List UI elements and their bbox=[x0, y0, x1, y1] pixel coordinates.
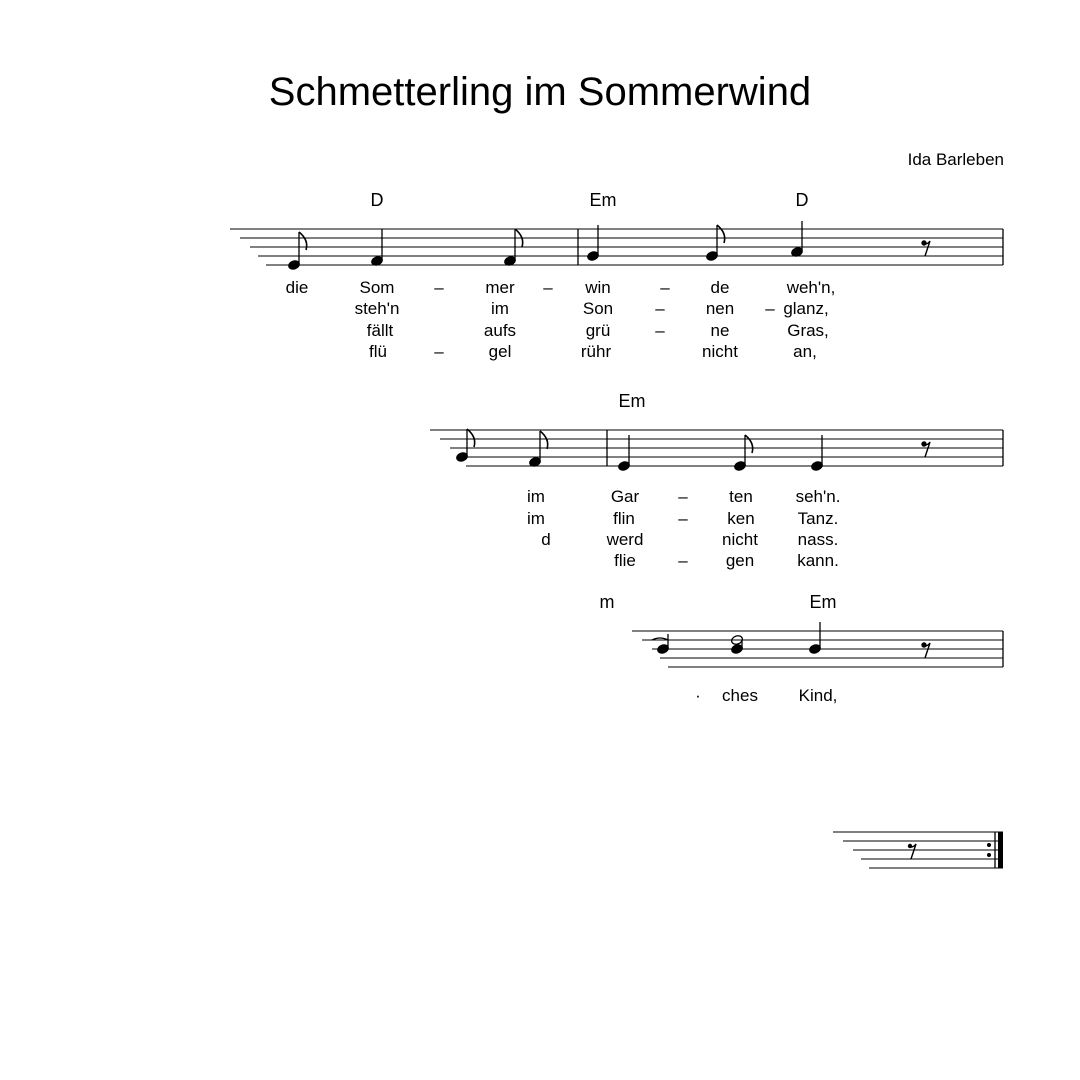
lyric-hyphen: – bbox=[434, 278, 444, 297]
eighth-rest bbox=[922, 442, 930, 457]
lyric-syllable: weh'n, bbox=[786, 278, 836, 297]
eighth-rest bbox=[922, 241, 930, 256]
staff-system-2 bbox=[430, 430, 1003, 466]
lyric-hyphen: – bbox=[655, 321, 665, 340]
lyric-syllable: die bbox=[285, 278, 309, 297]
lyric-syllable: Kind, bbox=[798, 686, 838, 705]
lyric-hyphen: – bbox=[655, 299, 665, 318]
lyric-hyphen: – bbox=[434, 342, 444, 361]
lyric-syllable: nass. bbox=[797, 530, 839, 549]
lyric-hyphen: – bbox=[678, 551, 688, 570]
notes-system-1 bbox=[287, 221, 930, 271]
staff-system-4 bbox=[833, 832, 1003, 868]
lyric-syllable: ten bbox=[729, 487, 753, 506]
lyric-syllable: rühr bbox=[580, 342, 612, 361]
lyric-syllable: de bbox=[710, 278, 730, 297]
lyric-syllable: win bbox=[585, 278, 611, 297]
lyric-syllable: im bbox=[527, 487, 545, 506]
lyric-syllable: werd bbox=[606, 530, 644, 549]
lyric-hyphen: – bbox=[678, 487, 688, 506]
lyric-syllable: flü bbox=[369, 342, 387, 361]
staff-system-1 bbox=[230, 229, 1003, 265]
chord-symbol: D bbox=[370, 190, 384, 210]
chord-symbol: Em bbox=[618, 391, 646, 411]
lyric-hyphen: – bbox=[543, 278, 553, 297]
lyric-syllable: im bbox=[491, 299, 509, 318]
lyric-syllable: flie bbox=[614, 551, 636, 570]
lyric-hyphen: – bbox=[765, 299, 775, 318]
lyric-syllable: nicht bbox=[702, 342, 738, 361]
lyric-syllable: steh'n bbox=[354, 299, 400, 318]
lyric-hyphen: – bbox=[660, 278, 670, 297]
lyric-syllable: ken bbox=[727, 509, 755, 528]
notes-system-2 bbox=[455, 429, 930, 472]
chord-symbol: m bbox=[599, 592, 615, 612]
lyric-syllable: d bbox=[541, 530, 551, 549]
composer-name: Ida Barleben bbox=[907, 150, 1004, 169]
eighth-rest bbox=[908, 844, 916, 859]
lyric-syllable: nicht bbox=[722, 530, 758, 549]
lyric-syllable: seh'n. bbox=[795, 487, 841, 506]
lyric-syllable: Son bbox=[582, 299, 614, 318]
lyric-syllable: Gar bbox=[610, 487, 640, 506]
chord-symbol: D bbox=[795, 190, 809, 210]
lyric-syllable: ches bbox=[722, 686, 758, 705]
lyric-syllable: im bbox=[527, 509, 545, 528]
lyric-syllable: an, bbox=[793, 342, 817, 361]
song-title: Schmetterling im Sommerwind bbox=[268, 70, 812, 114]
lyric-syllable: Gras, bbox=[787, 321, 829, 340]
lyric-syllable: flin bbox=[613, 509, 635, 528]
lyric-syllable: mer bbox=[485, 278, 515, 297]
chord-symbol: Em bbox=[589, 190, 617, 210]
lyric-syllable: aufs bbox=[483, 321, 517, 340]
lyric-syllable: kann. bbox=[797, 551, 839, 570]
lyric-syllable: grü bbox=[585, 321, 611, 340]
lyric-syllable: gen bbox=[725, 551, 755, 570]
lyric-syllable: ne bbox=[710, 321, 730, 340]
lyric-syllable: Tanz. bbox=[797, 509, 839, 528]
lyric-hyphen: – bbox=[678, 509, 688, 528]
lyric-syllable: · bbox=[695, 686, 701, 705]
lyric-syllable: fällt bbox=[366, 321, 394, 340]
lyric-syllable: nen bbox=[705, 299, 735, 318]
eighth-rest bbox=[922, 643, 930, 658]
lyric-syllable: glanz, bbox=[783, 299, 829, 318]
lyric-syllable: gel bbox=[488, 342, 512, 361]
lyric-syllable: Som bbox=[359, 278, 395, 297]
chord-symbol: Em bbox=[809, 592, 837, 612]
